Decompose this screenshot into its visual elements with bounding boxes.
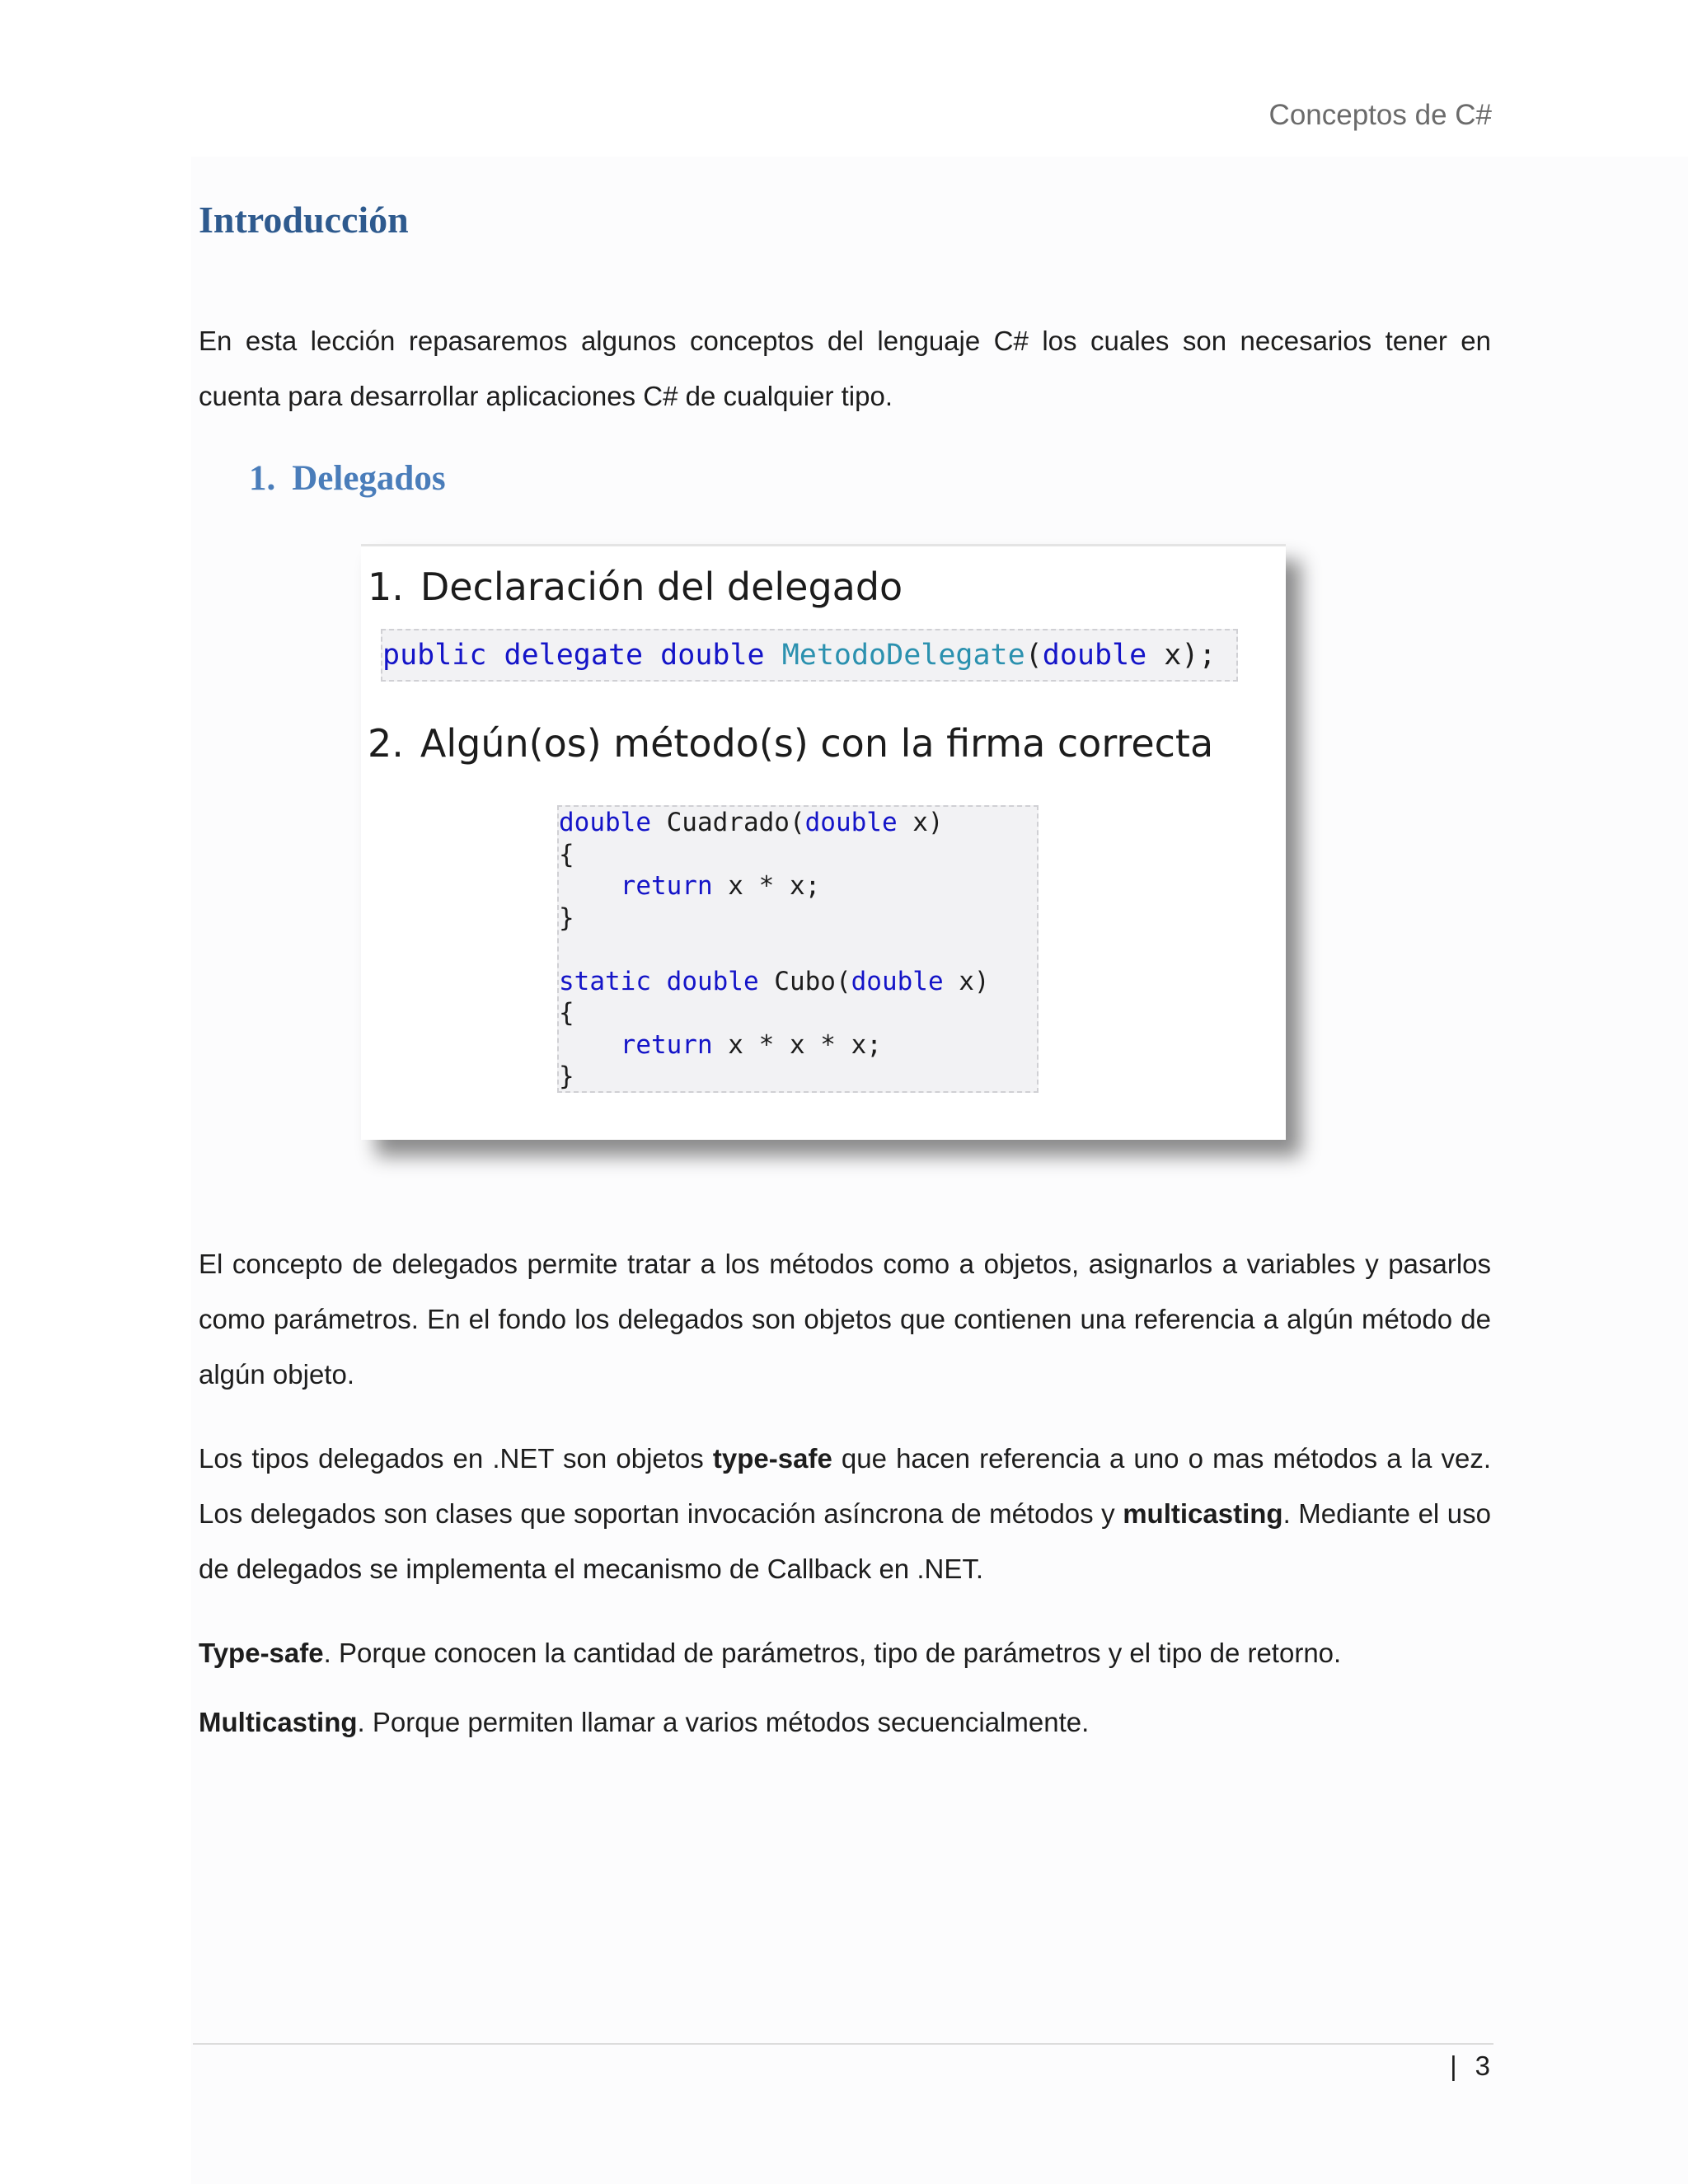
delegate-declaration-code xyxy=(381,629,1238,682)
definition-multicasting xyxy=(199,1694,1491,1750)
definition2-text: . Porque permiten llamar a varios métodos secuencialmente. xyxy=(357,1707,1090,1737)
page-number-value: 3 xyxy=(1475,2050,1490,2081)
method2-return-type: double xyxy=(666,966,759,996)
p3-part2: que hacen referencia a uno o mas métodos a la vez. Los delegados son clases que soportan invocación asíncrona de métodos y xyxy=(199,1443,1491,1529)
step2-title: Algún(os) método(s) con la firma correcta xyxy=(420,721,1214,766)
method1-param-rest: x) xyxy=(897,808,944,837)
step1-number: 1. xyxy=(368,565,404,609)
definition1-term: Type-safe xyxy=(199,1638,324,1668)
method1-expr: x * x; xyxy=(712,871,821,901)
method1-close-brace: } xyxy=(559,902,574,933)
paragraph-tipos-delegados xyxy=(199,1431,1491,1596)
method2-close-brace: } xyxy=(559,1062,574,1091)
code-line xyxy=(559,1061,1037,1093)
figure-step2-heading xyxy=(368,721,1213,766)
method2-param-rest: x) xyxy=(943,966,990,996)
step1-title: Declaración del delegado xyxy=(420,565,903,609)
code-line xyxy=(559,839,1037,871)
method2-kw-static: static xyxy=(559,966,651,996)
code-line xyxy=(559,997,1037,1029)
footer-separator: | xyxy=(1450,2050,1457,2081)
p3-bold-multicasting: multicasting xyxy=(1123,1498,1283,1529)
method2-open-brace: { xyxy=(559,998,574,1028)
code-line xyxy=(559,966,1037,998)
step2-number: 2. xyxy=(368,721,404,766)
code-line xyxy=(559,807,1037,839)
param-rest: x); xyxy=(1146,639,1217,672)
definition-type-safe xyxy=(199,1625,1491,1680)
code-line xyxy=(559,1029,1037,1062)
code-line xyxy=(559,870,1037,902)
delegate-figure xyxy=(361,544,1286,1140)
method2-name: Cubo( xyxy=(758,966,851,996)
section-heading-delegados xyxy=(249,458,446,499)
figure-step1-heading xyxy=(368,565,903,609)
method2-kw-return: return xyxy=(620,1029,713,1060)
heading-introduccion: Introducción xyxy=(199,199,409,241)
method1-return-type: double xyxy=(559,808,651,837)
method1-kw-return: return xyxy=(620,871,713,901)
kw-double: double xyxy=(660,639,765,672)
paren-open: ( xyxy=(1025,639,1043,672)
footer-divider xyxy=(193,2043,1493,2045)
p3-bold-type-safe: type-safe xyxy=(712,1443,832,1474)
param-type: double xyxy=(1042,639,1147,672)
page-number xyxy=(1450,2050,1490,2082)
section-number: 1. xyxy=(249,459,276,498)
p3-part1: Los tipos delegados en .NET son objetos xyxy=(199,1443,713,1474)
running-header: Conceptos de C# xyxy=(1268,99,1492,131)
paragraph-concepto: El concepto de delegados permite tratar a los métodos como a objetos, asignarlos a variables y pasarlos como parámetros. En el fondo los delegados son objetos que contienen una referencia a algún método de algún objeto. xyxy=(199,1249,1491,1390)
kw-delegate: delegate xyxy=(504,639,644,672)
definition2-term: Multicasting xyxy=(199,1707,358,1737)
methods-code xyxy=(557,805,1039,1093)
code-line-blank xyxy=(559,934,1037,966)
section-title: Delegados xyxy=(292,459,446,498)
code-line xyxy=(559,902,1037,935)
kw-public: public xyxy=(382,639,487,672)
definition1-text: . Porque conocen la cantidad de parámetros, tipo de parámetros y el tipo de retorno. xyxy=(323,1638,1342,1668)
p3-part3: . Mediante el uso de delegados se implementa el mecanismo de Callback en .NET. xyxy=(199,1498,1491,1584)
method1-open-brace: { xyxy=(559,839,574,869)
method2-param-type: double xyxy=(851,966,944,996)
delegate-type-name: MetodoDelegate xyxy=(781,639,1025,672)
method1-param-type: double xyxy=(804,808,898,837)
intro-paragraph: En esta lección repasaremos algunos conceptos del lenguaje C# los cuales son necesarios tener en cuenta para desarrollar aplicaciones C# de cualquier tipo. xyxy=(199,326,1491,411)
method2-expr: x * x * x; xyxy=(712,1029,882,1060)
method1-name: Cuadrado( xyxy=(650,808,805,837)
